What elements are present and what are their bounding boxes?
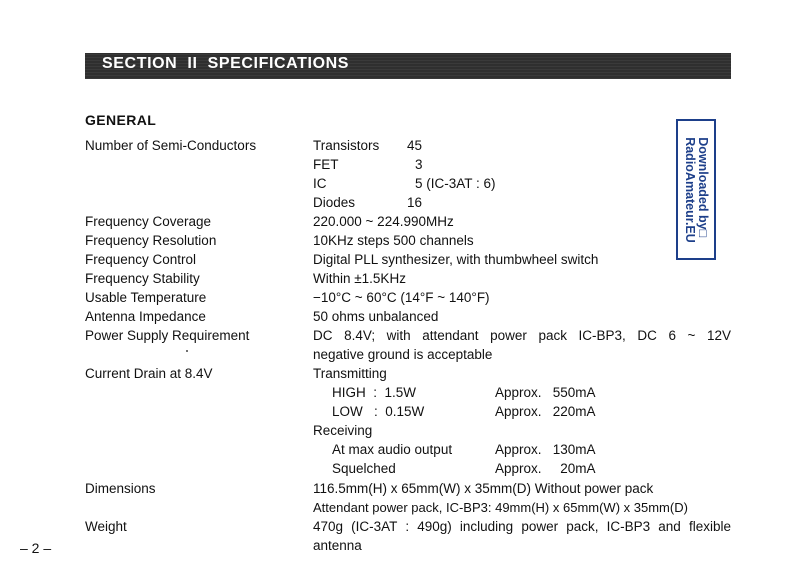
frequency-control-label: Frequency Control: [85, 252, 197, 267]
watermark-text: [683, 137, 709, 243]
usable-temperature-value: −10°C ~ 60°C (14°F ~ 140°F): [313, 290, 490, 305]
weight-line1: 470g (IC-3AT : 490g) including power pack, IC-BP3 and flexible: [313, 519, 731, 534]
watermark-line1: Downloaded by□: [696, 136, 710, 237]
stray-dot: [186, 350, 188, 352]
frequency-resolution-value: 10KHz steps 500 channels: [313, 233, 474, 248]
page-number: – 2 –: [20, 540, 52, 556]
max-audio-label: At max audio output: [332, 442, 453, 457]
low-power-label: LOW : 0.15W: [332, 404, 425, 419]
power-supply-label: Power Supply Requirement: [85, 328, 250, 343]
squelched-value: Approx. 20mA: [495, 461, 596, 476]
section-title: SECTION II SPECIFICATIONS: [102, 55, 350, 72]
frequency-stability-value: Within ±1.5KHz: [313, 271, 406, 286]
low-power-value: Approx. 220mA: [495, 404, 596, 419]
usable-temperature-label: Usable Temperature: [85, 290, 207, 305]
diodes-value: 16: [407, 195, 423, 210]
max-audio-value: Approx. 130mA: [495, 442, 596, 457]
frequency-stability-label: Frequency Stability: [85, 271, 200, 286]
high-power-label: HIGH : 1.5W: [332, 385, 417, 400]
squelched-label: Squelched: [332, 461, 396, 476]
dimensions-label: Dimensions: [85, 481, 156, 496]
semiconductors-label: Number of Semi-Conductors: [85, 138, 257, 153]
antenna-impedance-label: Antenna Impedance: [85, 309, 206, 324]
frequency-coverage-label: Frequency Coverage: [85, 214, 212, 229]
power-supply-line2: negative ground is acceptable: [313, 347, 493, 362]
transmitting-label: Transmitting: [313, 366, 387, 381]
watermark-line2: RadioAmateur.EU: [683, 136, 697, 243]
general-heading: GENERAL: [85, 112, 157, 128]
frequency-coverage-value: 220.000 ~ 224.990MHz: [313, 214, 454, 229]
dimensions-line2: Attendant power pack, IC-BP3: 49mm(H) x 65mm(W) x 35mm(D): [313, 500, 688, 515]
ic-value: 5 (IC-3AT : 6): [415, 176, 496, 191]
frequency-resolution-label: Frequency Resolution: [85, 233, 217, 248]
fet-label: FET: [313, 157, 339, 172]
high-power-value: Approx. 550mA: [495, 385, 596, 400]
current-drain-label: Current Drain at 8.4V: [85, 366, 213, 381]
antenna-impedance-value: 50 ohms unbalanced: [313, 309, 439, 324]
section-header-bar: [85, 53, 731, 79]
weight-label: Weight: [85, 519, 127, 534]
ic-label: IC: [313, 176, 327, 191]
receiving-label: Receiving: [313, 423, 373, 438]
fet-value: 3: [415, 157, 423, 172]
power-supply-line1: DC 8.4V; with attendant power pack IC-BP3, DC 6 ~ 12V: [313, 328, 731, 343]
dimensions-line1: 116.5mm(H) x 65mm(W) x 35mm(D) Without power pack: [313, 481, 654, 496]
download-watermark: [676, 119, 716, 260]
weight-line2: antenna: [313, 538, 362, 553]
diodes-label: Diodes: [313, 195, 356, 210]
frequency-control-value: Digital PLL synthesizer, with thumbwheel switch: [313, 252, 599, 267]
transistors-label: Transistors: [313, 138, 380, 153]
transistors-value: 45: [407, 138, 423, 153]
